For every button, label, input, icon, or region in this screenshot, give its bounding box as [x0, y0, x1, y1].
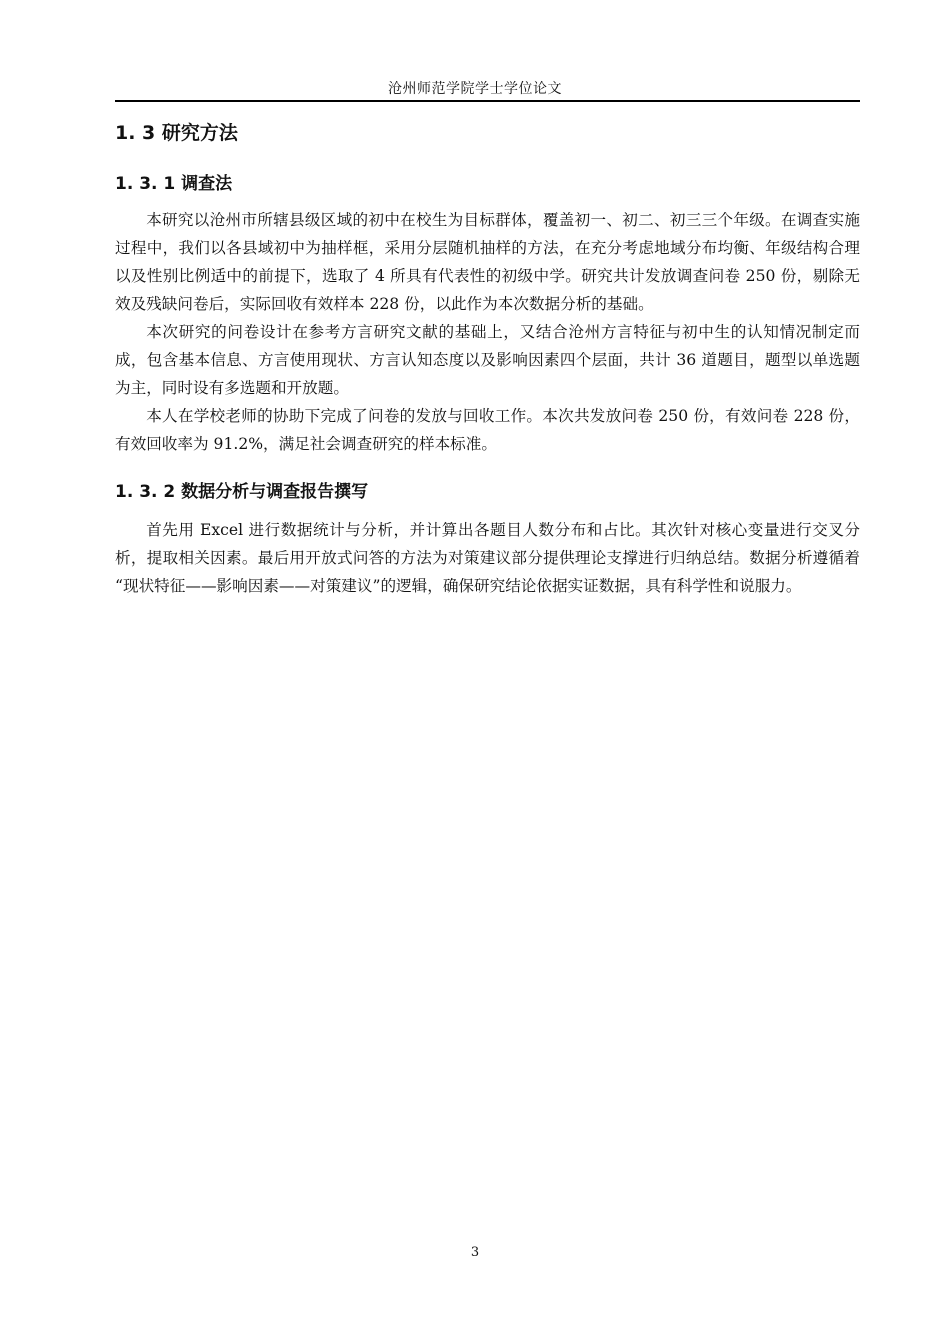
page-number: 3 [470, 1245, 480, 1260]
paragraph-data-analysis: 首先用 Excel 进行数据统计与分析，并计算出各题目人数分布和占比。其次针对核心变量进行交叉分析，提取相关因素。最后用开放式问答的方法为对策建议部分提供理论支撑进行归纳总结。数据分析遵循着 “现状特征——影响因素——对策建议”的逻辑，确保研究结论依据实证数据，具有科学性和说服力。 [115, 521, 860, 595]
section-1-3-heading: 1. 3 研究方法 [115, 122, 238, 144]
document-body [115, 118, 860, 600]
header-divider [115, 100, 860, 102]
paragraph-distribution: 本人在学校老师的协助下完成了问卷的发放与回收工作。本次共发放问卷 250 份，有效问卷 228 份，有效回收率为 91.2%，满足社会调查研究的样本标准。 [115, 407, 860, 453]
section-1-3-1-heading: 1. 3. 1 调查法 [115, 174, 233, 194]
section-1-3-2-heading: 1. 3. 2 数据分析与调查报告撰写 [115, 482, 369, 502]
paragraph-survey-sample: 本研究以沧州市所辖县级区域的初中在校生为目标群体，覆盖初一、初二、初三三个年级。在调查实施过程中，我们以各县域初中为抽样框，采用分层随机抽样的方法，在充分考虑地域分布均衡、年级结构合理以及性别比例适中的前提下，选取了 4 所具有代表性的初级中学。研究共计发放调查问卷 250 份，剔除无效及残缺问卷后，实际回收有效样本 228 份，以此作为本次数据分析的基础。 [115, 211, 860, 313]
paragraph-questionnaire-design: 本次研究的问卷设计在参考方言研究文献的基础上，又结合沧州方言特征与初中生的认知情况制定而成，包含基本信息、方言使用现状、方言认知态度以及影响因素四个层面，共计 36 道题目，题型以单选题为主，同时设有多选题和开放题。 [115, 323, 860, 397]
page-header-title: 沧州师范学院学士学位论文 [388, 81, 562, 97]
